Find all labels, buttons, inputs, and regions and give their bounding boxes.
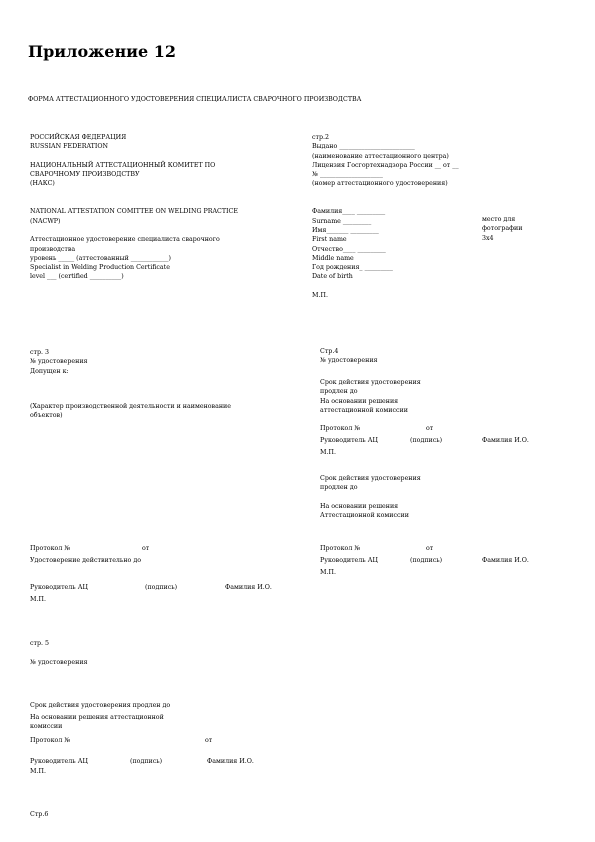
page4-head: Руководитель АЦ xyxy=(320,437,378,444)
page-title: Приложение 12 xyxy=(28,42,177,61)
page5-stamp: М.П. xyxy=(30,768,46,775)
page4-protocol-2: Протокол № xyxy=(320,545,361,552)
text-line: М.П. xyxy=(312,292,328,300)
page3-sign: (подпись) xyxy=(145,584,178,591)
text-line: № удостоверения xyxy=(30,358,88,366)
text-line: (NACWP) xyxy=(30,217,61,225)
page4-from-2: от xyxy=(426,545,434,552)
page4-stamp: М.П. xyxy=(320,449,336,456)
page2-left-column xyxy=(30,133,238,282)
page5-header: стр. 5 xyxy=(30,640,50,647)
page5-basis xyxy=(30,713,164,732)
text-line: стр. 3 xyxy=(30,349,50,356)
text-line: Фамилия____ _________ xyxy=(312,208,386,216)
text-line: уровень _____ (аттестованный ____________) xyxy=(30,254,172,262)
text-line: Срок действия удостоверения xyxy=(320,475,421,482)
page3-head: Руководитель АЦ xyxy=(30,584,88,591)
text-line: (НАКС) xyxy=(30,180,55,188)
page5-head: Руководитель АЦ xyxy=(30,758,88,765)
text-line xyxy=(312,189,459,198)
photo-placeholder xyxy=(482,215,522,243)
text-line: Имя_______ _________ xyxy=(312,226,379,234)
text-line: производства xyxy=(30,245,76,253)
page4-head-2: Руководитель АЦ xyxy=(320,557,378,564)
text-line: Middle name xyxy=(312,254,354,262)
page4-header xyxy=(320,347,378,366)
text-line: На основании решения xyxy=(320,397,399,405)
text-line: Specialist in Welding Production Certificate xyxy=(30,264,170,272)
text-line: Surname _________ xyxy=(312,217,372,225)
text-line: level ___ (certified __________) xyxy=(30,273,124,281)
page5-extended: Срок действия удостоверения продлен до xyxy=(30,702,171,709)
page4-block2 xyxy=(320,474,421,520)
text-line: № удостоверения xyxy=(320,357,378,365)
page4-sign-2: (подпись) xyxy=(410,557,443,564)
text-line xyxy=(312,198,459,207)
page4-protocol: Протокол № xyxy=(320,425,361,432)
text-line: (номер аттестационного удостоверения) xyxy=(312,180,448,188)
text-line xyxy=(312,282,459,291)
text-line: РОССИЙСКАЯ ФЕДЕРАЦИЯ xyxy=(30,134,127,141)
text-line: Аттестационное удостоверение специалиста сварочного xyxy=(30,236,220,244)
text-line: НАЦИОНАЛЬНЫЙ АТТЕСТАЦИОННЫЙ КОМИТЕТ ПО xyxy=(30,161,216,169)
text-line: № ____________________ xyxy=(312,171,383,179)
page4-name-2: Фамилия И.О. xyxy=(482,557,529,564)
page5-sign: (подпись) xyxy=(130,758,163,765)
text-line: Выдано ________________________ xyxy=(312,143,415,151)
text-line xyxy=(30,226,238,235)
page5-from: от xyxy=(205,737,213,744)
page4-sign: (подпись) xyxy=(410,437,443,444)
page5-name: Фамилия И.О. xyxy=(207,758,254,765)
page5-protocol: Протокол № xyxy=(30,737,71,744)
text-line: СВАРОЧНОМУ ПРОИЗВОДСТВУ xyxy=(30,171,140,179)
page3-stamp: М.П. xyxy=(30,596,46,603)
text-line: стр.2 xyxy=(312,134,330,141)
page3-name: Фамилия И.О. xyxy=(225,584,272,591)
text-line: Отчество____ _________ xyxy=(312,245,386,253)
text-line: продлен до xyxy=(320,484,358,492)
page3-activity xyxy=(30,402,231,421)
text-line xyxy=(30,152,238,161)
page4-block1 xyxy=(320,378,421,415)
page3-valid-until: Удостоверение действительно до xyxy=(30,557,142,564)
text-line: NATIONAL ATTESTATION COMITTEE ON WELDING PRACTICE xyxy=(30,208,238,216)
text-line: фотографии xyxy=(482,225,523,233)
text-line: Год рождения_ _________ xyxy=(312,264,393,272)
text-line: First name xyxy=(312,236,347,244)
text-line: Лицензия Госгортехнадзора России __ от __ xyxy=(312,161,459,169)
text-line: Date of birth xyxy=(312,273,353,281)
page3-from: от xyxy=(142,545,150,552)
text-line: (Характер производственной деятельности и наименование xyxy=(30,403,231,410)
text-line: место для xyxy=(482,216,516,223)
text-line xyxy=(320,493,421,502)
form-subtitle: ФОРМА АТТЕСТАЦИОННОГО УДОСТОВЕРЕНИЯ СПЕЦИАЛИСТА СВАРОЧНОГО ПРОИЗВОДСТВА xyxy=(28,96,362,103)
page3-header xyxy=(30,348,88,376)
text-line: Стр.4 xyxy=(320,348,339,355)
text-line: продлен до xyxy=(320,388,358,396)
text-line: Аттестационной комиссии xyxy=(320,512,409,520)
page4-stamp-2: М.П. xyxy=(320,569,336,576)
text-line xyxy=(30,198,238,207)
page4-name: Фамилия И.О. xyxy=(482,437,529,444)
text-line: На основании решения аттестационной xyxy=(30,714,164,721)
text-line xyxy=(30,189,238,198)
text-line: На основании решения xyxy=(320,502,399,510)
page2-right-column xyxy=(312,133,459,300)
text-line: аттестационной комиссии xyxy=(320,406,408,414)
page3-protocol: Протокол № xyxy=(30,545,71,552)
text-line: (наименование аттестационного центра) xyxy=(312,152,449,160)
text-line: объектов) xyxy=(30,412,63,420)
text-line: комиссии xyxy=(30,723,63,731)
page6-header: Стр.6 xyxy=(30,811,49,818)
page4-from: от xyxy=(426,425,434,432)
text-line: Допущен к: xyxy=(30,367,69,375)
text-line: Срок действия удостоверения xyxy=(320,379,421,386)
page5-number: № удостоверения xyxy=(30,659,88,666)
text-line: 3х4 xyxy=(482,234,494,242)
text-line: RUSSIAN FEDERATION xyxy=(30,143,109,151)
